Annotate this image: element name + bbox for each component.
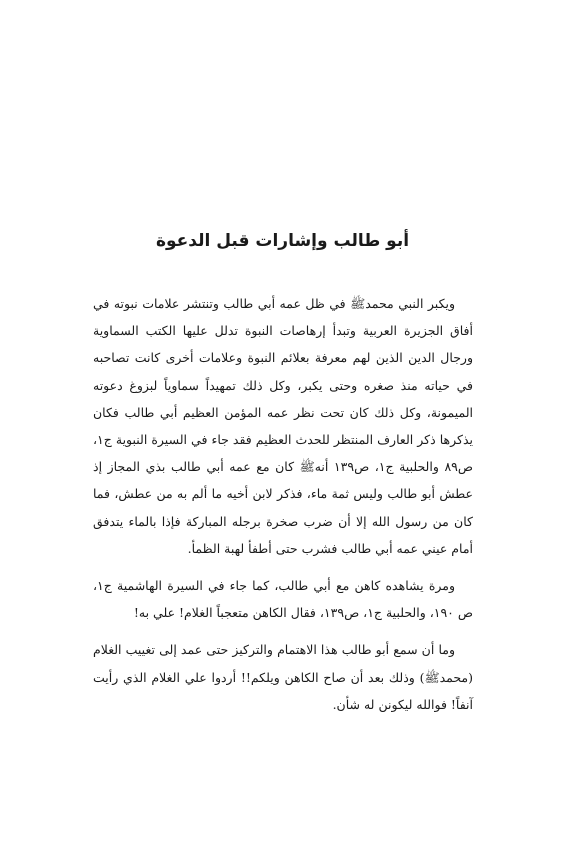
paragraph-3: وما أن سمع أبو طالب هذا الاهتمام والتركيز حتى عمد إلى تغييب الغلام (محمدﷺ) وذلك بعد أن صاح الكاهن ويلكم!! أردوا علي الغلام الذي رأيت آنفاً! فوالله ليكونن له شأن. <box>93 642 473 712</box>
paragraph-1: ويكبر النبي محمدﷺ في ظل عمه أبي طالب وتنتشر علامات نبوته في أفاق الجزيرة العربية وتبدأ إرهاصات النبوة تدلل عليها الكتب السماوية ورجال الدين الذين لهم معرفة بعلائم النبوة وعلامات أخرى كانت تصاحبه في حياته منذ صغره وحتى يكبر، وكل ذلك تمهيداً سماوياً لبزوغ دعوته الميمونة، وكل ذلك كان تحت نظر عمه المؤمن العظيم أبي طالب فكان يذكرها ذكر العارف المنتظر للحدث العظيم فقد جاء في السيرة النبوية ج١، ص٨٩ والحلبية ج١، ص١٣٩ أنهﷺ كان مع عمه أبي طالب بذي المجاز إذ عطش أبو طالب وليس ثمة ماء، فذكر لابن أخيه ما ألم به من عطش، فما كان من رسول الله إلا أن ضرب صخرة برجله المباركة فإذا بالماء يتدفق أمام عيني عمه أبي طالب فشرب حتى أطفأ لهبة الظمأ. <box>93 296 473 556</box>
chapter-title: أبو طالب وإشارات قبل الدعوة <box>155 231 410 251</box>
paragraph-2: ومرة يشاهده كاهن مع أبي طالب، كما جاء في السيرة الهاشمية ج١، ص ١٩٠، والحلبية ج١، ص١٣٩، فقال الكاهن متعجباً الغلام! علي به! <box>93 578 473 621</box>
body-text <box>93 290 473 718</box>
